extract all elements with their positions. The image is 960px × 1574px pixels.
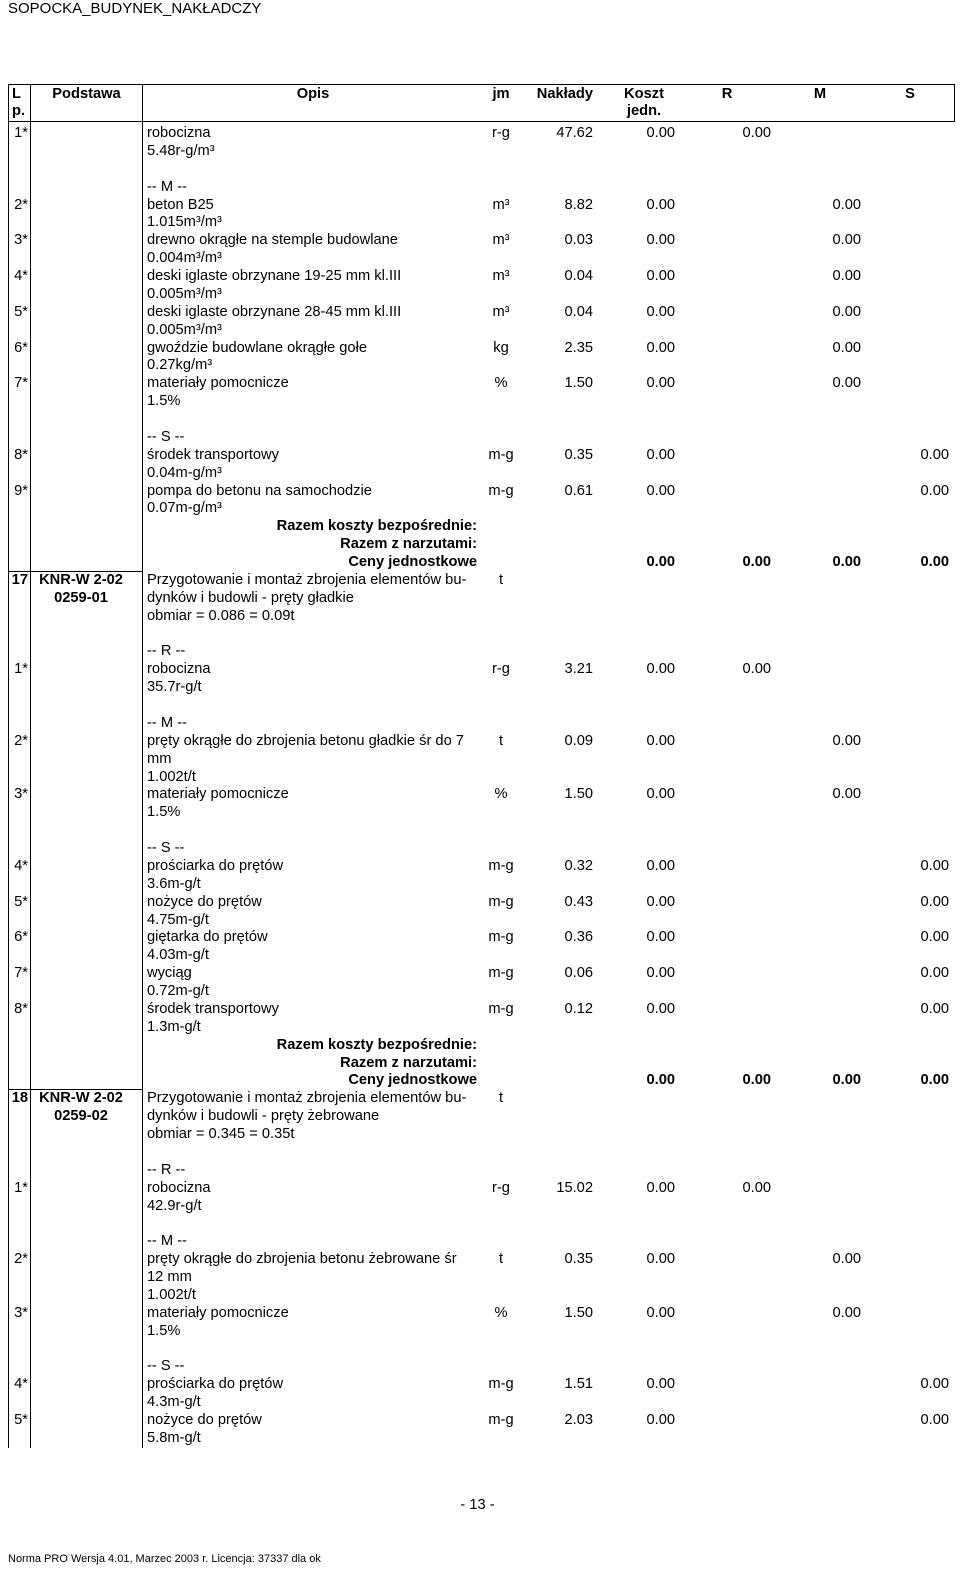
item-number: 5* [14,303,28,320]
group-header: -- S -- [147,1358,185,1375]
item-koszt: 0.00 [646,1000,675,1017]
item-name: pręty okrągłe do zbrojenia betonu gładkie śr do 7 [147,732,464,749]
item-naklady: 0.35 [564,446,593,463]
item-jm: kg [493,339,509,356]
header-jm: jm [492,86,510,102]
unit-price-koszt: 0.00 [646,554,675,571]
item-norm: 0.005m³/m³ [147,321,222,338]
item-jm: r-g [492,125,510,142]
item-norm: 0.004m³/m³ [147,250,222,267]
item-norm-row [0,393,960,411]
item-koszt: 0.00 [646,1179,675,1196]
item-row [0,483,960,501]
item-norm: 35.7r-g/t [147,679,202,696]
summary-direct-row [0,518,960,536]
item-naklady: 1.50 [564,786,593,803]
item-naklady: 2.35 [564,339,593,356]
item-norm-row [0,286,960,304]
item-koszt: 0.00 [646,232,675,249]
unit-price-s: 0.00 [920,554,949,571]
item-jm: % [494,375,508,392]
position-description: obmiar = 0.086 = 0.09t [147,607,295,624]
page-number: - 13 - [460,1497,495,1513]
item-name: beton B25 [147,196,214,213]
position-description: dynków i budowli - pręty żebrowane [147,1108,380,1125]
item-s: 0.00 [920,1000,949,1017]
item-norm-row [0,250,960,268]
item-row [0,1001,960,1019]
position-number: 17 [11,571,28,588]
unit-prices-label: Ceny jednostkowe [348,1072,477,1089]
header-naklady: Nakłady [536,86,593,102]
item-number: 6* [14,339,28,356]
item-jm: m-g [488,1376,514,1393]
item-koszt: 0.00 [646,375,675,392]
item-s: 0.00 [920,965,949,982]
item-name: drewno okrągłe na stemple budowlane [147,232,398,249]
item-norm: 1.5% [147,804,181,821]
item-naklady: 0.61 [564,482,593,499]
item-number: 2* [14,1251,28,1268]
item-norm-row [0,500,960,518]
item-norm-row [0,1287,960,1305]
item-row [0,447,960,465]
header-podstawa: Podstawa [52,86,121,102]
item-naklady: 1.51 [564,1376,593,1393]
item-norm-row [0,143,960,161]
item-norm: 1.5% [147,1322,181,1339]
item-number: 1* [14,125,28,142]
item-norm: 1.002t/t [147,768,196,785]
item-name: pompa do betonu na samochodzie [147,482,372,499]
item-norm: 5.8m-g/t [147,1429,201,1446]
item-name: robocizna [147,125,211,142]
item-row [0,197,960,215]
item-number: 6* [14,929,28,946]
summary-direct-label: Razem koszty bezpośrednie: [276,518,477,535]
item-norm: 0.72m-g/t [147,983,209,1000]
item-row [0,786,960,804]
blank-row [0,697,960,715]
item-norm: 4.03m-g/t [147,947,209,964]
unit-price-m: 0.00 [832,1072,861,1089]
item-koszt: 0.00 [646,339,675,356]
item-naklady: 0.12 [564,1000,593,1017]
item-naklady: 0.09 [564,732,593,749]
item-m: 0.00 [832,339,861,356]
item-norm-row [0,1198,960,1216]
position-description: dynków i budowli - pręty gładkie [147,589,354,606]
item-row [0,375,960,393]
item-norm-row [0,804,960,822]
item-name: 12 mm [147,1269,192,1286]
item-name: robocizna [147,1179,211,1196]
item-name: pręty okrągłe do zbrojenia betonu żebrowane śr [147,1251,457,1268]
blank-row [0,1215,960,1233]
unit-prices-row [0,1072,960,1090]
item-koszt: 0.00 [646,1251,675,1268]
item-r: 0.00 [742,125,771,142]
header-s: S [905,86,915,102]
item-jm: % [494,1304,508,1321]
item-norm-row [0,876,960,894]
unit-price-s: 0.00 [920,1072,949,1089]
item-jm: m-g [488,857,514,874]
header-r: R [721,86,733,102]
item-row [0,1180,960,1198]
item-name: gwoździe budowlane okrągłe gołe [147,339,367,356]
item-name: wyciąg [147,965,192,982]
position-unit: t [498,1090,504,1107]
item-number: 4* [14,268,28,285]
item-m: 0.00 [832,1304,861,1321]
position-basis: KNR-W 2-02 [39,1090,123,1107]
item-naklady: 0.43 [564,893,593,910]
document-title: SOPOCKA_BUDYNEK_NAKŁADCZY [8,0,262,17]
item-naklady: 2.03 [564,1412,593,1429]
group-header: -- M -- [147,1233,187,1250]
item-norm: 1.3m-g/t [147,1018,201,1035]
item-name: mm [147,750,172,767]
position-description: Przygotowanie i montaż zbrojenia elementów bu- [147,571,467,588]
position-description: obmiar = 0.345 = 0.35t [147,1126,295,1143]
item-norm-row [0,1394,960,1412]
item-m: 0.00 [832,232,861,249]
unit-price-r: 0.00 [742,1072,771,1089]
item-number: 2* [14,732,28,749]
item-jm: m-g [488,482,514,499]
item-name: materiały pomocnicze [147,786,289,803]
item-koszt: 0.00 [646,893,675,910]
item-koszt: 0.00 [646,929,675,946]
item-number: 7* [14,965,28,982]
item-norm: 0.27kg/m³ [147,357,213,374]
item-naklady: 1.50 [564,1304,593,1321]
item-row [0,858,960,876]
item-name: nożyce do prętów [147,1412,262,1429]
item-number: 4* [14,857,28,874]
item-naklady: 0.04 [564,268,593,285]
item-koszt: 0.00 [646,1412,675,1429]
group-header: -- S -- [147,428,185,445]
item-norm: 4.3m-g/t [147,1394,201,1411]
item-m: 0.00 [832,303,861,320]
group-header-row [0,1162,960,1180]
item-norm-row [0,983,960,1001]
group-header-row [0,643,960,661]
item-name: nożyce do prętów [147,893,262,910]
item-row [0,304,960,322]
summary-overhead-label: Razem z narzutami: [340,536,477,553]
group-header-row [0,715,960,733]
item-number: 4* [14,1376,28,1393]
item-name: środek transportowy [147,1000,279,1017]
item-jm: m³ [492,196,510,213]
item-m: 0.00 [832,196,861,213]
item-koszt: 0.00 [646,965,675,982]
item-koszt: 0.00 [646,482,675,499]
position-row-continued [0,1108,960,1126]
item-s: 0.00 [920,857,949,874]
item-koszt: 0.00 [646,196,675,213]
item-m: 0.00 [832,786,861,803]
item-m: 0.00 [832,1251,861,1268]
item-number: 3* [14,232,28,249]
item-row [0,1376,960,1394]
item-number: 3* [14,1304,28,1321]
item-jm: m-g [488,965,514,982]
item-number: 8* [14,1000,28,1017]
item-koszt: 0.00 [646,303,675,320]
item-row [0,268,960,286]
item-row-continued [0,1269,960,1287]
header-opis: Opis [296,86,330,102]
item-norm-row [0,1323,960,1341]
summary-overhead-row [0,1055,960,1073]
item-naklady: 0.32 [564,857,593,874]
item-name: robocizna [147,661,211,678]
group-header: -- R -- [147,1161,186,1178]
item-m: 0.00 [832,375,861,392]
item-number: 9* [14,482,28,499]
group-header: -- S -- [147,840,185,857]
position-unit: t [498,571,504,588]
item-norm-row [0,1430,960,1448]
position-row-continued [0,1126,960,1144]
item-naklady: 1.50 [564,375,593,392]
item-jm: r-g [492,1179,510,1196]
item-norm-row [0,357,960,375]
summary-overhead-label: Razem z narzutami: [340,1054,477,1071]
group-header-row [0,429,960,447]
item-r: 0.00 [742,661,771,678]
item-naklady: 8.82 [564,196,593,213]
item-naklady: 0.06 [564,965,593,982]
item-row [0,929,960,947]
unit-prices-label: Ceny jednostkowe [348,554,477,571]
position-row-continued [0,590,960,608]
header-koszt-line2: jedn. [626,103,662,119]
unit-price-m: 0.00 [832,554,861,571]
item-jm: m-g [488,446,514,463]
item-koszt: 0.00 [646,1304,675,1321]
item-naklady: 3.21 [564,661,593,678]
position-row [0,1090,960,1108]
item-naklady: 0.03 [564,232,593,249]
blank-row [0,1144,960,1162]
blank-row [0,626,960,644]
item-m: 0.00 [832,268,861,285]
item-number: 2* [14,196,28,213]
item-koszt: 0.00 [646,125,675,142]
position-basis: 0259-01 [54,589,108,606]
item-jm: m-g [488,1000,514,1017]
item-norm: 3.6m-g/t [147,875,201,892]
item-naklady: 47.62 [556,125,593,142]
position-number: 18 [11,1090,28,1107]
item-norm: 1.5% [147,393,181,410]
item-name: giętarka do prętów [147,929,268,946]
item-norm: 0.005m³/m³ [147,285,222,302]
item-koszt: 0.00 [646,1376,675,1393]
item-row [0,733,960,751]
unit-price-koszt: 0.00 [646,1072,675,1089]
item-row [0,232,960,250]
item-naklady: 0.36 [564,929,593,946]
item-koszt: 0.00 [646,661,675,678]
group-header-row [0,1358,960,1376]
item-name: deski iglaste obrzynane 28-45 mm kl.III [147,303,402,320]
item-number: 7* [14,375,28,392]
item-naklady: 0.04 [564,303,593,320]
item-jm: t [498,1251,504,1268]
item-row [0,1251,960,1269]
item-norm: 5.48r-g/m³ [147,142,215,159]
group-header: -- M -- [147,178,187,195]
unit-price-r: 0.00 [742,554,771,571]
position-basis: KNR-W 2-02 [39,571,123,588]
item-s: 0.00 [920,446,949,463]
group-header-row [0,179,960,197]
item-name: prościarka do prętów [147,1376,284,1393]
item-number: 1* [14,661,28,678]
item-naklady: 0.35 [564,1251,593,1268]
item-jm: % [494,786,508,803]
group-header: -- M -- [147,714,187,731]
item-norm-row [0,214,960,232]
item-norm-row [0,769,960,787]
item-jm: r-g [492,661,510,678]
item-s: 0.00 [920,893,949,910]
group-header: -- R -- [147,643,186,660]
item-name: deski iglaste obrzynane 19-25 mm kl.III [147,268,402,285]
item-norm-row [0,322,960,340]
item-row [0,661,960,679]
blank-row [0,411,960,429]
item-norm: 1.015m³/m³ [147,214,222,231]
item-norm: 42.9r-g/t [147,1197,202,1214]
item-row [0,125,960,143]
item-number: 8* [14,446,28,463]
item-jm: m-g [488,893,514,910]
position-row [0,572,960,590]
item-number: 5* [14,893,28,910]
header-lp-line2: p. [12,103,26,119]
item-jm: m-g [488,1412,514,1429]
item-number: 5* [14,1412,28,1429]
blank-row [0,1341,960,1359]
item-s: 0.00 [920,1376,949,1393]
item-number: 3* [14,786,28,803]
unit-prices-row [0,554,960,572]
item-norm: 0.04m-g/m³ [147,464,222,481]
blank-row [0,161,960,179]
item-s: 0.00 [920,1412,949,1429]
item-row [0,965,960,983]
item-koszt: 0.00 [646,857,675,874]
item-norm: 0.07m-g/m³ [147,500,222,517]
position-row-continued [0,608,960,626]
item-norm-row [0,1019,960,1037]
blank-row [0,822,960,840]
item-row [0,894,960,912]
item-naklady: 15.02 [556,1179,593,1196]
item-norm: 1.002t/t [147,1286,196,1303]
item-name: prościarka do prętów [147,857,284,874]
footer-license: Norma PRO Wersja 4.01, Marzec 2003 r. Licencja: 37337 dla ok [8,1553,321,1565]
item-koszt: 0.00 [646,446,675,463]
item-row [0,340,960,358]
item-norm-row [0,465,960,483]
header-koszt: Koszt [624,86,664,102]
item-jm: m³ [492,268,510,285]
group-header-row [0,840,960,858]
item-row [0,1305,960,1323]
item-row [0,1412,960,1430]
item-m: 0.00 [832,732,861,749]
item-r: 0.00 [742,1179,771,1196]
header-m: M [813,86,827,102]
item-koszt: 0.00 [646,268,675,285]
position-description: Przygotowanie i montaż zbrojenia elementów bu- [147,1090,467,1107]
item-norm: 4.75m-g/t [147,911,209,928]
item-name: materiały pomocnicze [147,1304,289,1321]
summary-direct-label: Razem koszty bezpośrednie: [276,1036,477,1053]
header-lp: L [12,86,21,102]
item-row-continued [0,751,960,769]
item-jm: m³ [492,232,510,249]
item-jm: t [498,732,504,749]
summary-direct-row [0,1037,960,1055]
item-norm-row [0,912,960,930]
group-header-row [0,1233,960,1251]
item-norm-row [0,679,960,697]
item-jm: m³ [492,303,510,320]
item-jm: m-g [488,929,514,946]
item-s: 0.00 [920,482,949,499]
item-name: środek transportowy [147,446,279,463]
summary-overhead-row [0,536,960,554]
item-number: 1* [14,1179,28,1196]
item-norm-row [0,947,960,965]
item-koszt: 0.00 [646,732,675,749]
item-koszt: 0.00 [646,786,675,803]
item-s: 0.00 [920,929,949,946]
item-name: materiały pomocnicze [147,375,289,392]
table-body [0,125,960,1448]
position-basis: 0259-02 [54,1108,108,1125]
